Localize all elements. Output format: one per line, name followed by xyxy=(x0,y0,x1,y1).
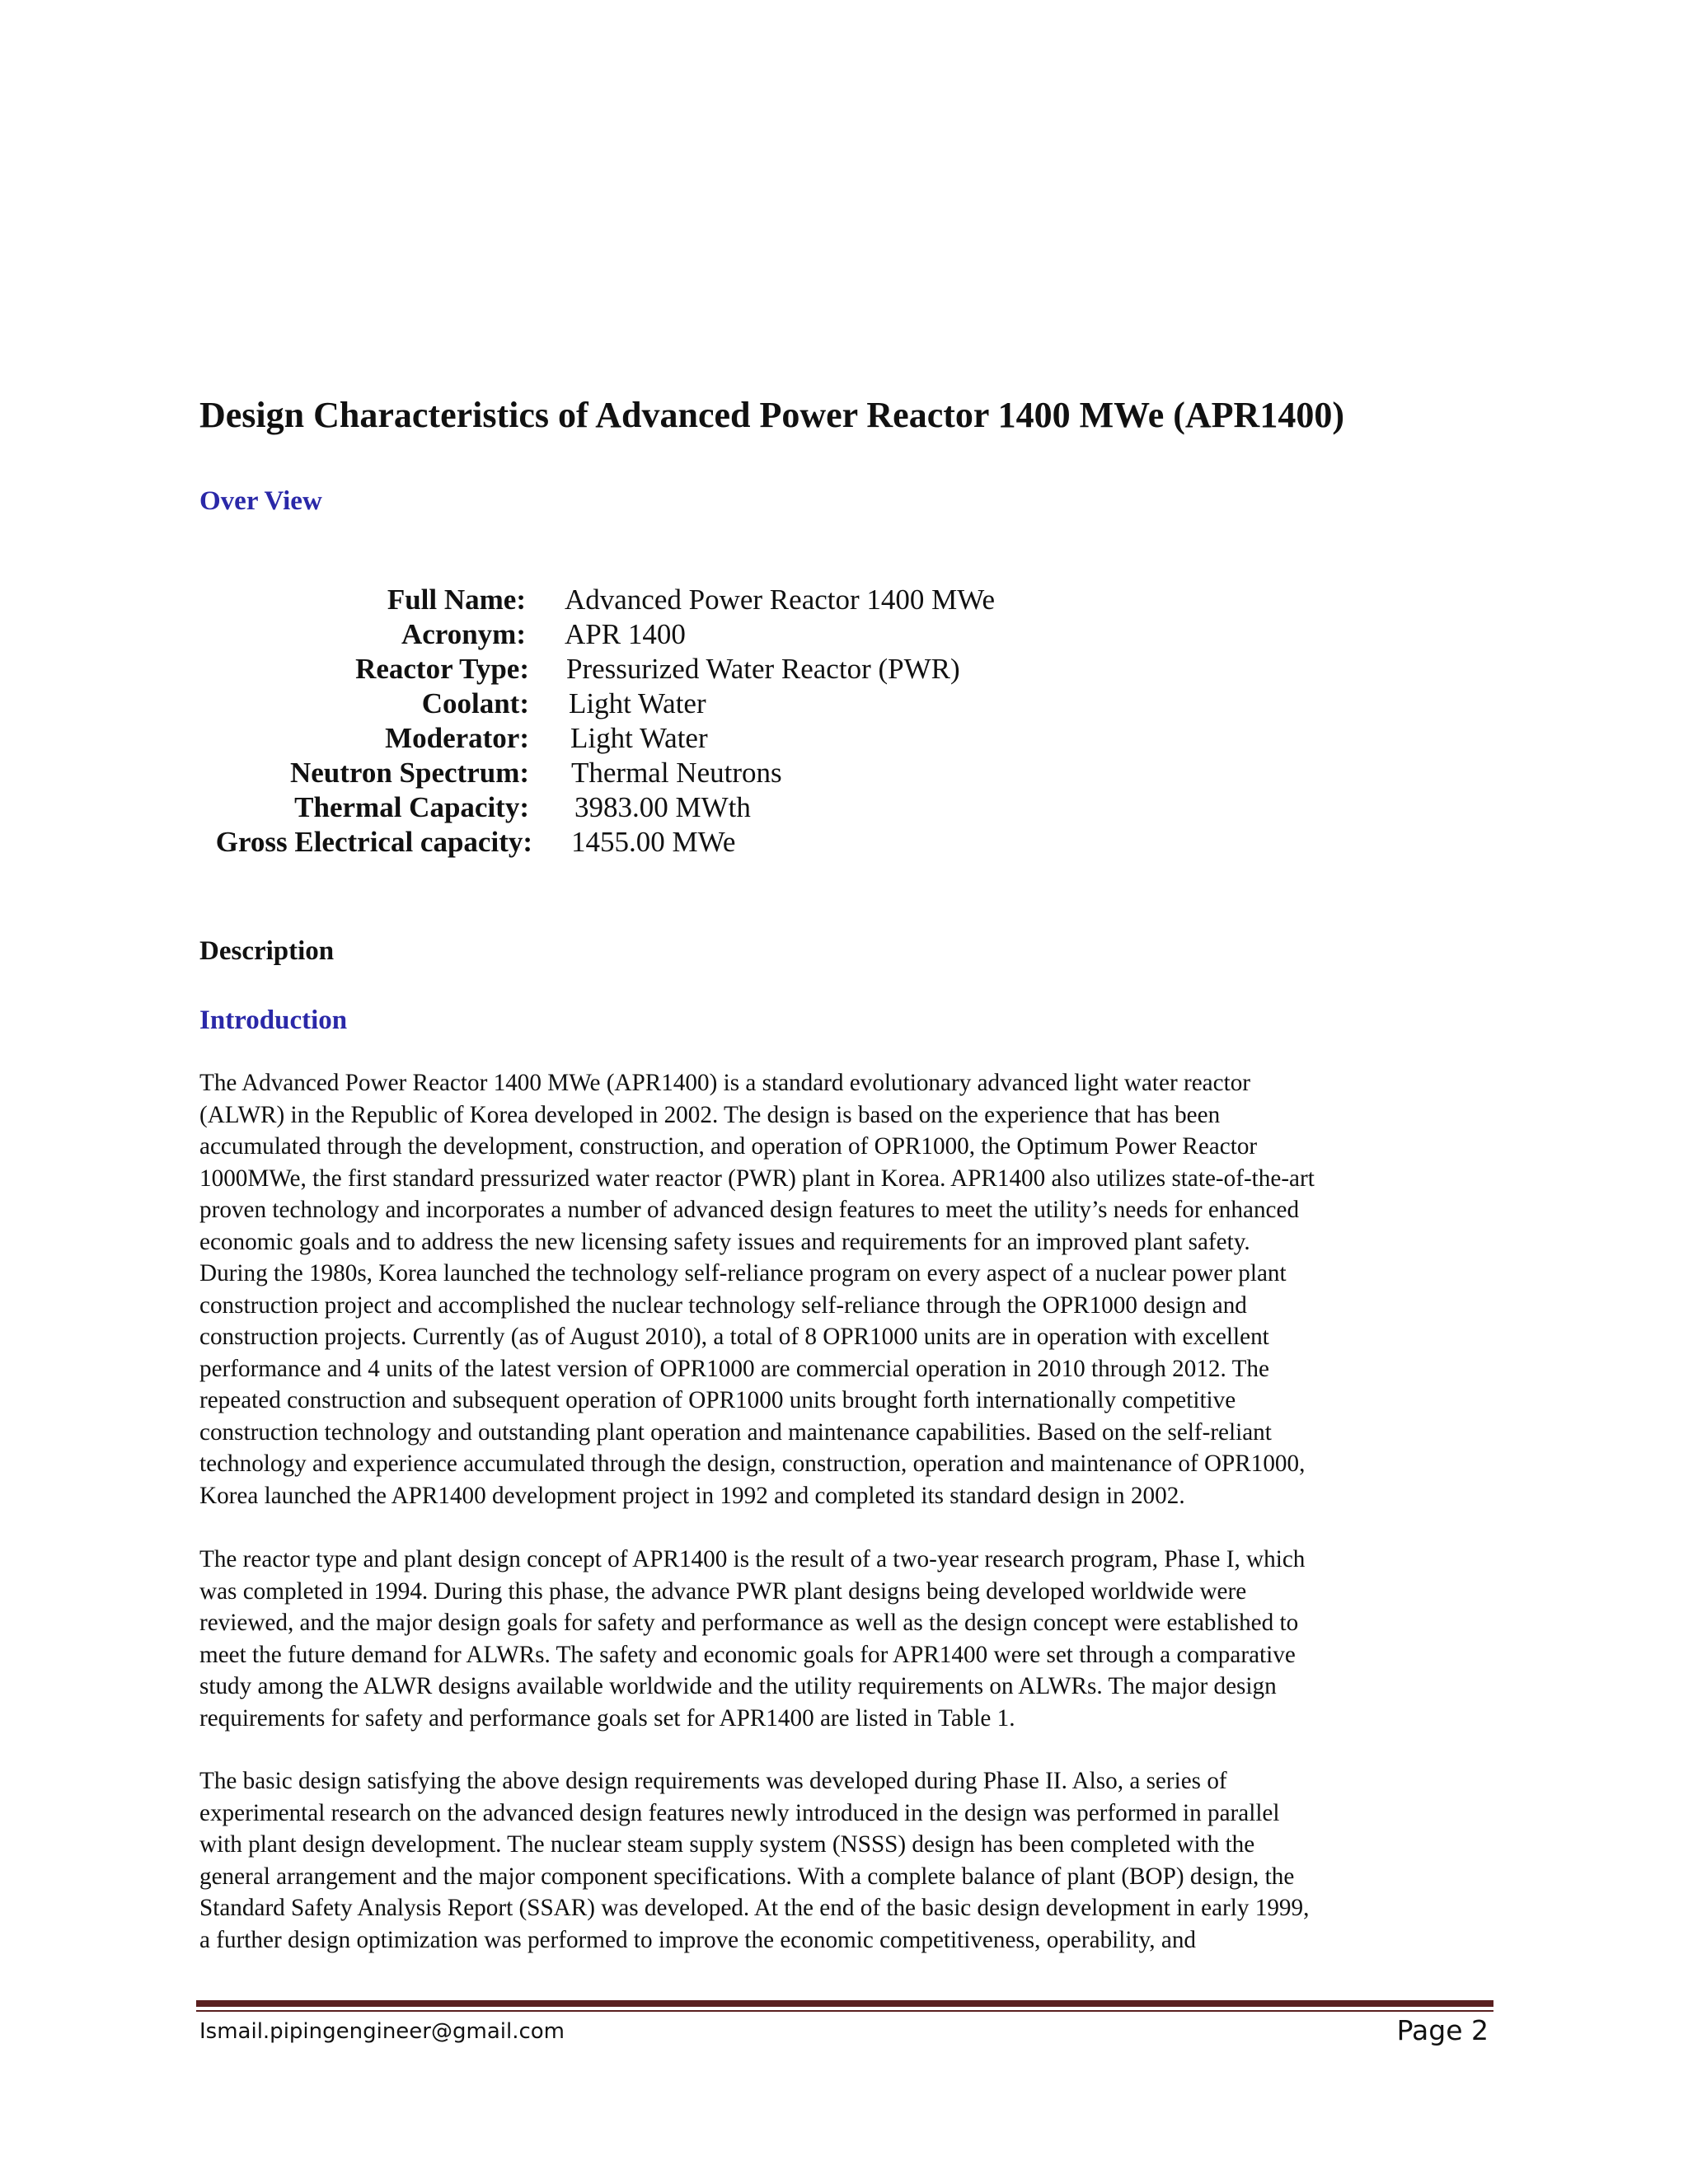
description-heading: Description xyxy=(199,936,335,966)
paragraph-line: The basic design satisfying the above design requirements was developed during Phase II. Also, a series of xyxy=(199,1768,1227,1794)
overview-row-moderator xyxy=(199,721,1106,756)
footer-divider xyxy=(196,2000,1493,2007)
overview-row-thermal-capacity xyxy=(199,790,1106,825)
paragraph-line: reviewed, and the major design goals for safety and performance as well as the design concept were established to xyxy=(199,1610,1299,1636)
overview-label: Reactor Type: xyxy=(355,653,529,685)
overview-table xyxy=(199,583,1106,860)
paragraph-line: proven technology and incorporates a number of advanced design features to meet the utility’s needs for enhanced xyxy=(199,1197,1300,1223)
footer-email: Ismail.pipingengineer@gmail.com xyxy=(199,2019,565,2044)
paragraph-line: a further design optimization was performed to improve the economic competitiveness, operability, and xyxy=(199,1926,1197,1953)
overview-label: Full Name: xyxy=(387,583,526,616)
overview-label: Neutron Spectrum: xyxy=(289,757,529,789)
paragraph-line: Korea launched the APR1400 development project in 1992 and completed its standard design in 2002. xyxy=(199,1482,1185,1509)
overview-value: Pressurized Water Reactor (PWR) xyxy=(566,653,960,685)
paragraph-line: economic goals and to address the new licensing safety issues and requirements for an improved plant safety. xyxy=(199,1228,1250,1255)
overview-label: Moderator: xyxy=(385,722,529,754)
document-title: Design Characteristics of Advanced Power Reactor 1400 MWe (APR1400) xyxy=(199,395,1344,435)
overview-row-acronym xyxy=(199,617,1106,652)
overview-row-gross-electrical-capacity xyxy=(199,825,1106,860)
paragraph-line: general arrangement and the major component specifications. With a complete balance of plant (BOP) design, the xyxy=(199,1863,1295,1890)
paragraph-line: During the 1980s, Korea launched the technology self-reliance program on every aspect of a nuclear power plant xyxy=(199,1260,1287,1286)
overview-value: 1455.00 MWe xyxy=(571,826,736,858)
overview-row-reactor-type xyxy=(199,652,1106,687)
overview-row-coolant xyxy=(199,687,1106,721)
introduction-paragraph-2 xyxy=(199,1544,1485,1734)
overview-value: APR 1400 xyxy=(565,618,686,650)
paragraph-line: construction technology and outstanding plant operation and maintenance capabilities. Based on the self-reliant xyxy=(199,1418,1272,1446)
footer-page-number: Page 2 xyxy=(1396,2014,1489,2046)
overview-value: 3983.00 MWth xyxy=(574,791,751,823)
overview-value: Light Water xyxy=(570,722,708,754)
footer-divider-thin xyxy=(196,2010,1493,2012)
paragraph-line: repeated construction and subsequent operation of OPR1000 units brought forth internationally competitive xyxy=(199,1387,1236,1413)
overview-value: Thermal Neutrons xyxy=(571,757,782,789)
paragraph-line: (ALWR) in the Republic of Korea developed in 2002. The design is based on the experience that has been xyxy=(199,1101,1221,1128)
introduction-paragraph-1 xyxy=(199,1067,1485,1511)
paragraph-line: The Advanced Power Reactor 1400 MWe (APR1400) is a standard evolutionary advanced light water reactor xyxy=(199,1070,1251,1096)
paragraph-line: experimental research on the advanced design features newly introduced in the design was performed in parallel xyxy=(199,1799,1280,1826)
paragraph-line: was completed in 1994. During this phase, the advance PWR plant designs being developed worldwide were xyxy=(199,1577,1247,1605)
paragraph-line: performance and 4 units of the latest version of OPR1000 are commercial operation in 2010 through 2012. The xyxy=(199,1355,1269,1382)
overview-label: Acronym: xyxy=(401,618,526,650)
overview-value: Light Water xyxy=(569,687,706,719)
overview-row-neutron-spectrum xyxy=(199,756,1106,790)
paragraph-line: construction project and accomplished the nuclear technology self-reliance through the OPR1000 design and xyxy=(199,1291,1247,1319)
paragraph-line: accumulated through the development, construction, and operation of OPR1000, the Optimum Power Reactor xyxy=(199,1133,1258,1160)
overview-row-full-name xyxy=(199,583,1106,617)
paragraph-line: technology and experience accumulated through the design, construction, operation and maintenance of OPR1000, xyxy=(199,1451,1306,1477)
paragraph-line: The reactor type and plant design concept of APR1400 is the result of a two-year research program, Phase I, which xyxy=(199,1546,1306,1572)
paragraph-line: 1000MWe, the first standard pressurized water reactor (PWR) plant in Korea. APR1400 also utilizes state-of-the-art xyxy=(199,1165,1315,1192)
overview-label: Coolant: xyxy=(421,687,529,719)
paragraph-line: study among the ALWR designs available worldwide and the utility requirements on ALWRs. The major design xyxy=(199,1673,1277,1699)
paragraph-line: construction projects. Currently (as of August 2010), a total of 8 OPR1000 units are in operation with excellent xyxy=(199,1324,1269,1350)
overview-label: Thermal Capacity: xyxy=(294,791,529,823)
paragraph-line: requirements for safety and performance goals set for APR1400 are listed in Table 1. xyxy=(199,1704,1015,1732)
overview-heading: Over View xyxy=(199,486,322,516)
overview-value: Advanced Power Reactor 1400 MWe xyxy=(565,583,996,616)
paragraph-line: meet the future demand for ALWRs. The safety and economic goals for APR1400 were set through a comparative xyxy=(199,1641,1296,1668)
overview-label: Gross Electrical capacity: xyxy=(215,826,532,858)
paragraph-line: with plant design development. The nuclear steam supply system (NSSS) design has been completed with the xyxy=(199,1831,1255,1858)
paragraph-line: Standard Safety Analysis Report (SSAR) was developed. At the end of the basic design development in early 1999, xyxy=(199,1895,1310,1921)
introduction-heading: Introduction xyxy=(199,1005,348,1035)
introduction-paragraph-3 xyxy=(199,1765,1485,1956)
